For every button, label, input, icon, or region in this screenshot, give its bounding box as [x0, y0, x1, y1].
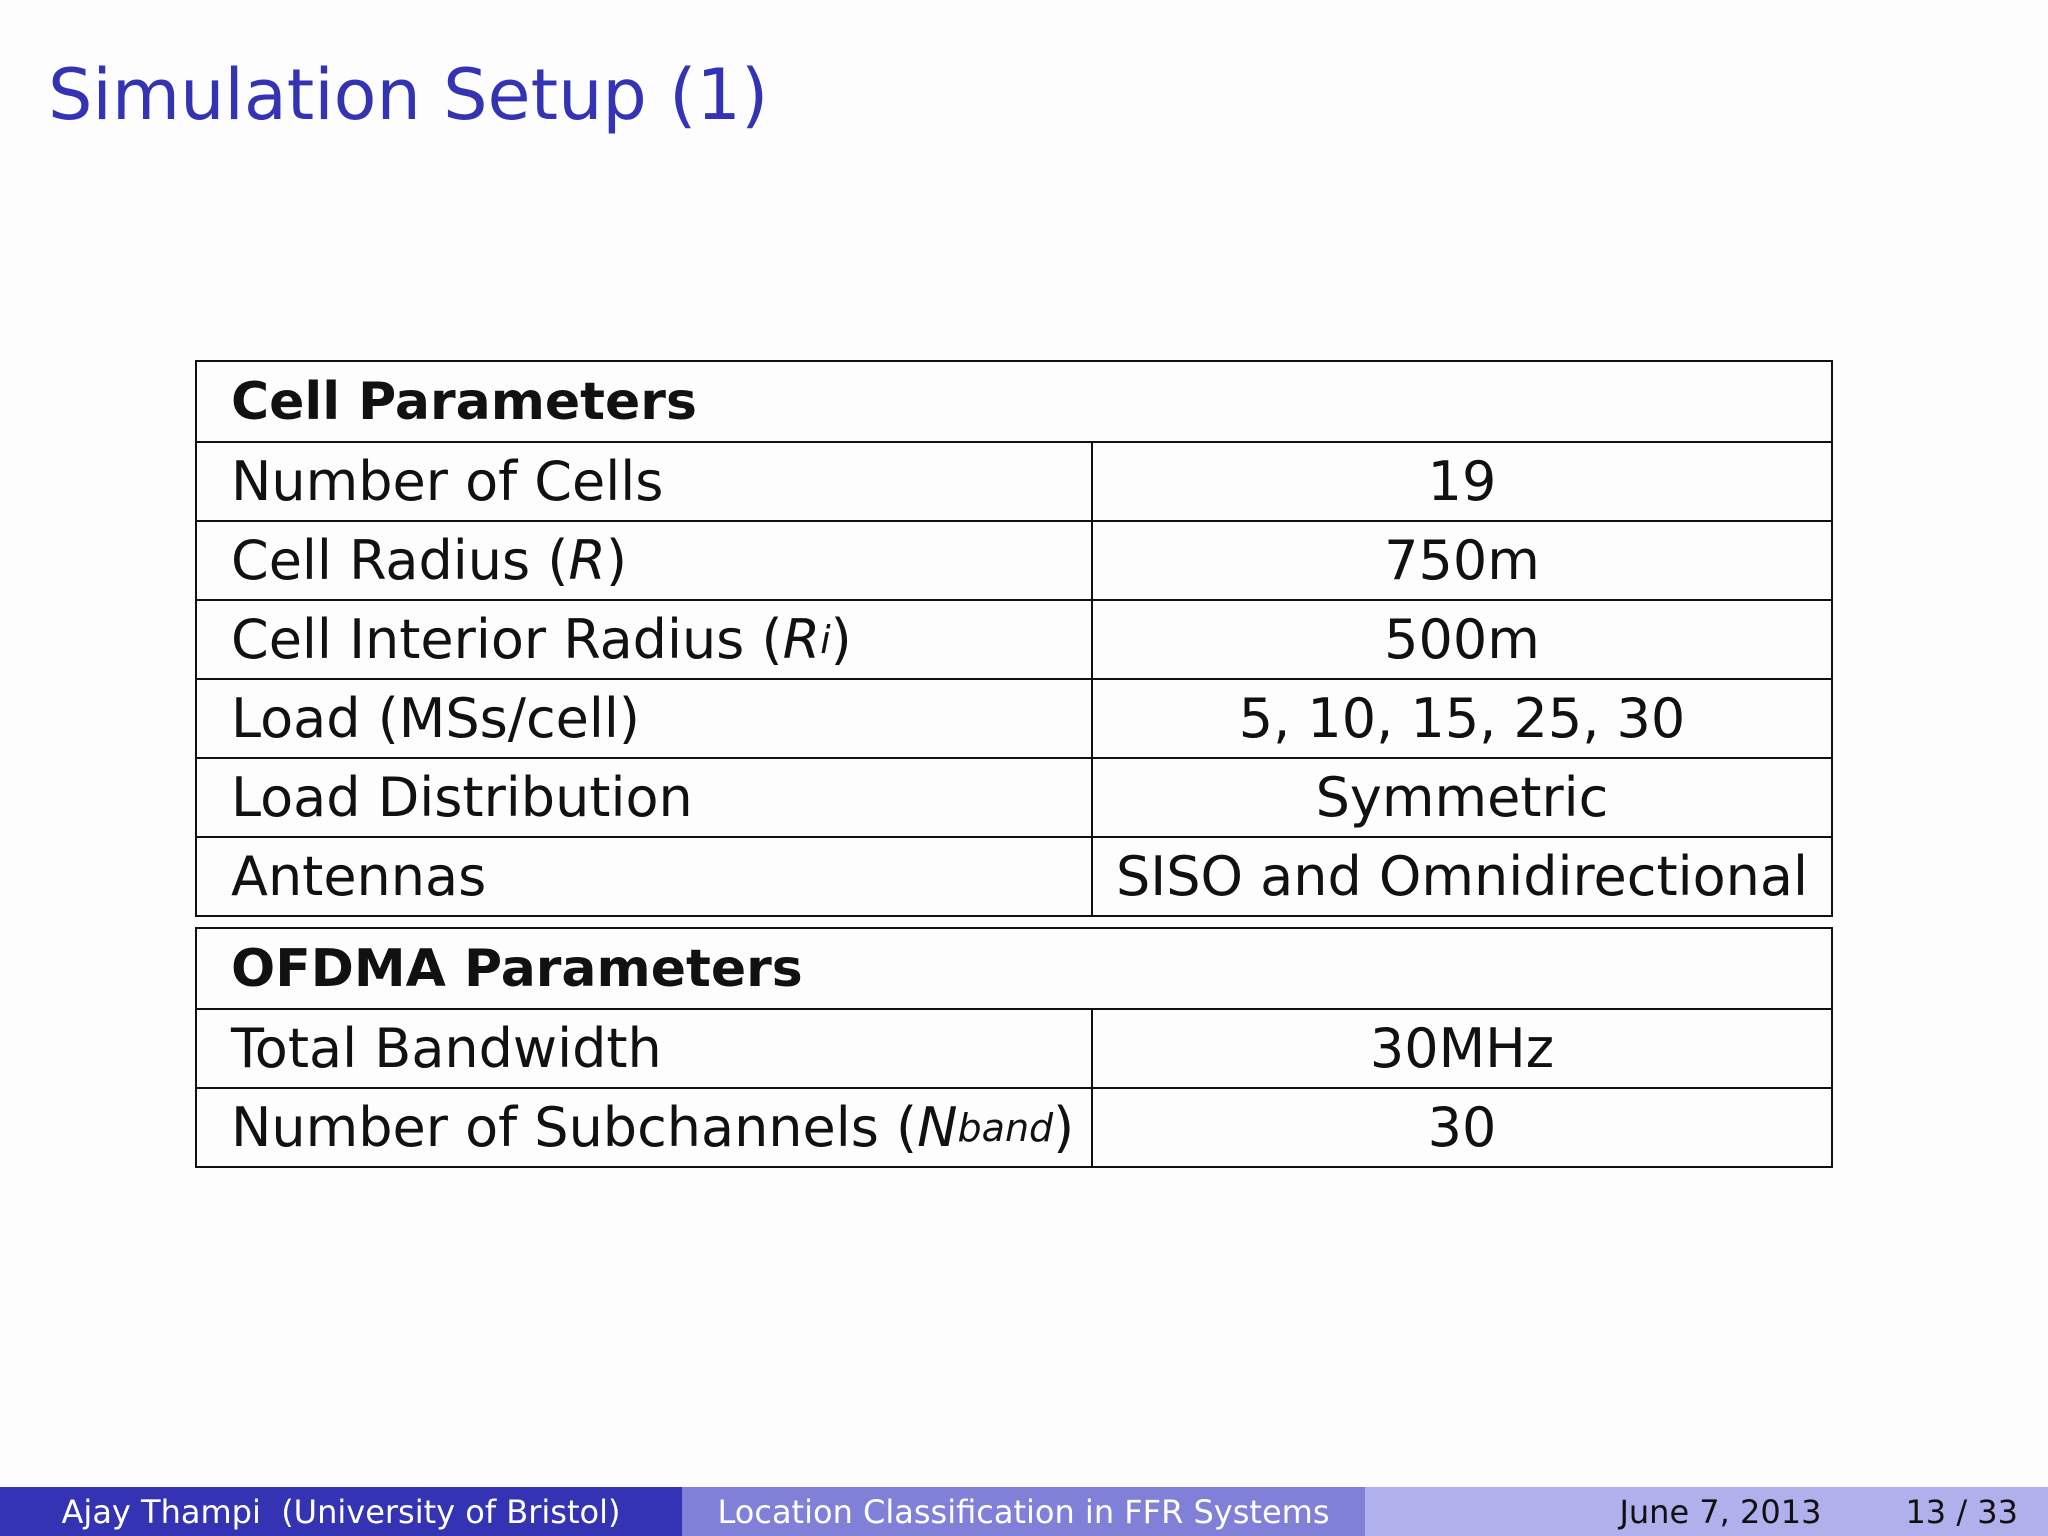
label-text: ): [605, 529, 628, 592]
table-row: [197, 1087, 1831, 1166]
section-heading: Cell Parameters: [231, 371, 697, 432]
label-text: ): [1053, 1096, 1075, 1159]
row-value: 30: [1427, 1096, 1497, 1159]
label-text: ): [830, 608, 852, 671]
table-row: [197, 441, 1831, 520]
row-value: 19: [1427, 450, 1497, 513]
row-value: SISO and Omnidirectional: [1116, 845, 1808, 908]
footer-date: June 7, 2013: [1619, 1492, 1822, 1531]
row-value: 5, 10, 15, 25, 30: [1238, 687, 1686, 750]
parameters-table: [195, 360, 1833, 1178]
row-label: Load Distribution: [197, 759, 1093, 836]
ofdma-parameters-block: [195, 927, 1833, 1168]
math-symbol: R: [782, 608, 821, 671]
table-row: [197, 520, 1831, 599]
row-label: Number of Cells: [197, 443, 1093, 520]
section-heading: OFDMA Parameters: [231, 938, 803, 999]
slide-title: Simulation Setup (1): [48, 54, 769, 136]
table-row: [197, 678, 1831, 757]
footer-talk-title: [682, 1487, 1365, 1536]
footer-meta: [1365, 1487, 2048, 1536]
footer-author-text: Ajay Thampi (University of Bristol): [61, 1492, 621, 1531]
row-label: Number of Subchannels ( N band ): [197, 1089, 1093, 1166]
row-label: Total Bandwidth: [197, 1010, 1093, 1087]
row-label: [197, 522, 1093, 599]
table-section-header: [197, 362, 1831, 441]
label-text: Cell Radius (: [231, 529, 569, 592]
table-row: [197, 1008, 1831, 1087]
table-section-header: [197, 929, 1831, 1008]
footer-title-text: Location Classification in FFR Systems: [717, 1492, 1330, 1531]
math-symbol: N: [917, 1096, 958, 1159]
page-number: 13 / 33: [1905, 1492, 2018, 1531]
label-text: Cell Interior Radius (: [231, 608, 783, 671]
row-label: Cell Interior Radius ( R i ): [197, 601, 1093, 678]
row-value: 500m: [1384, 608, 1540, 671]
cell-parameters-block: [195, 360, 1833, 917]
footer-author: [0, 1487, 682, 1536]
row-value: 750m: [1384, 529, 1540, 592]
slide-footer: [0, 1487, 2048, 1536]
row-label: Antennas: [197, 838, 1093, 915]
table-row: [197, 599, 1831, 678]
row-value: Symmetric: [1315, 766, 1609, 829]
table-row: [197, 757, 1831, 836]
math-symbol: R: [568, 529, 606, 592]
row-label: Load (MSs/cell): [197, 680, 1093, 757]
row-value: 30MHz: [1369, 1017, 1555, 1080]
label-text: Number of Subchannels (: [231, 1096, 918, 1159]
table-row: [197, 836, 1831, 915]
